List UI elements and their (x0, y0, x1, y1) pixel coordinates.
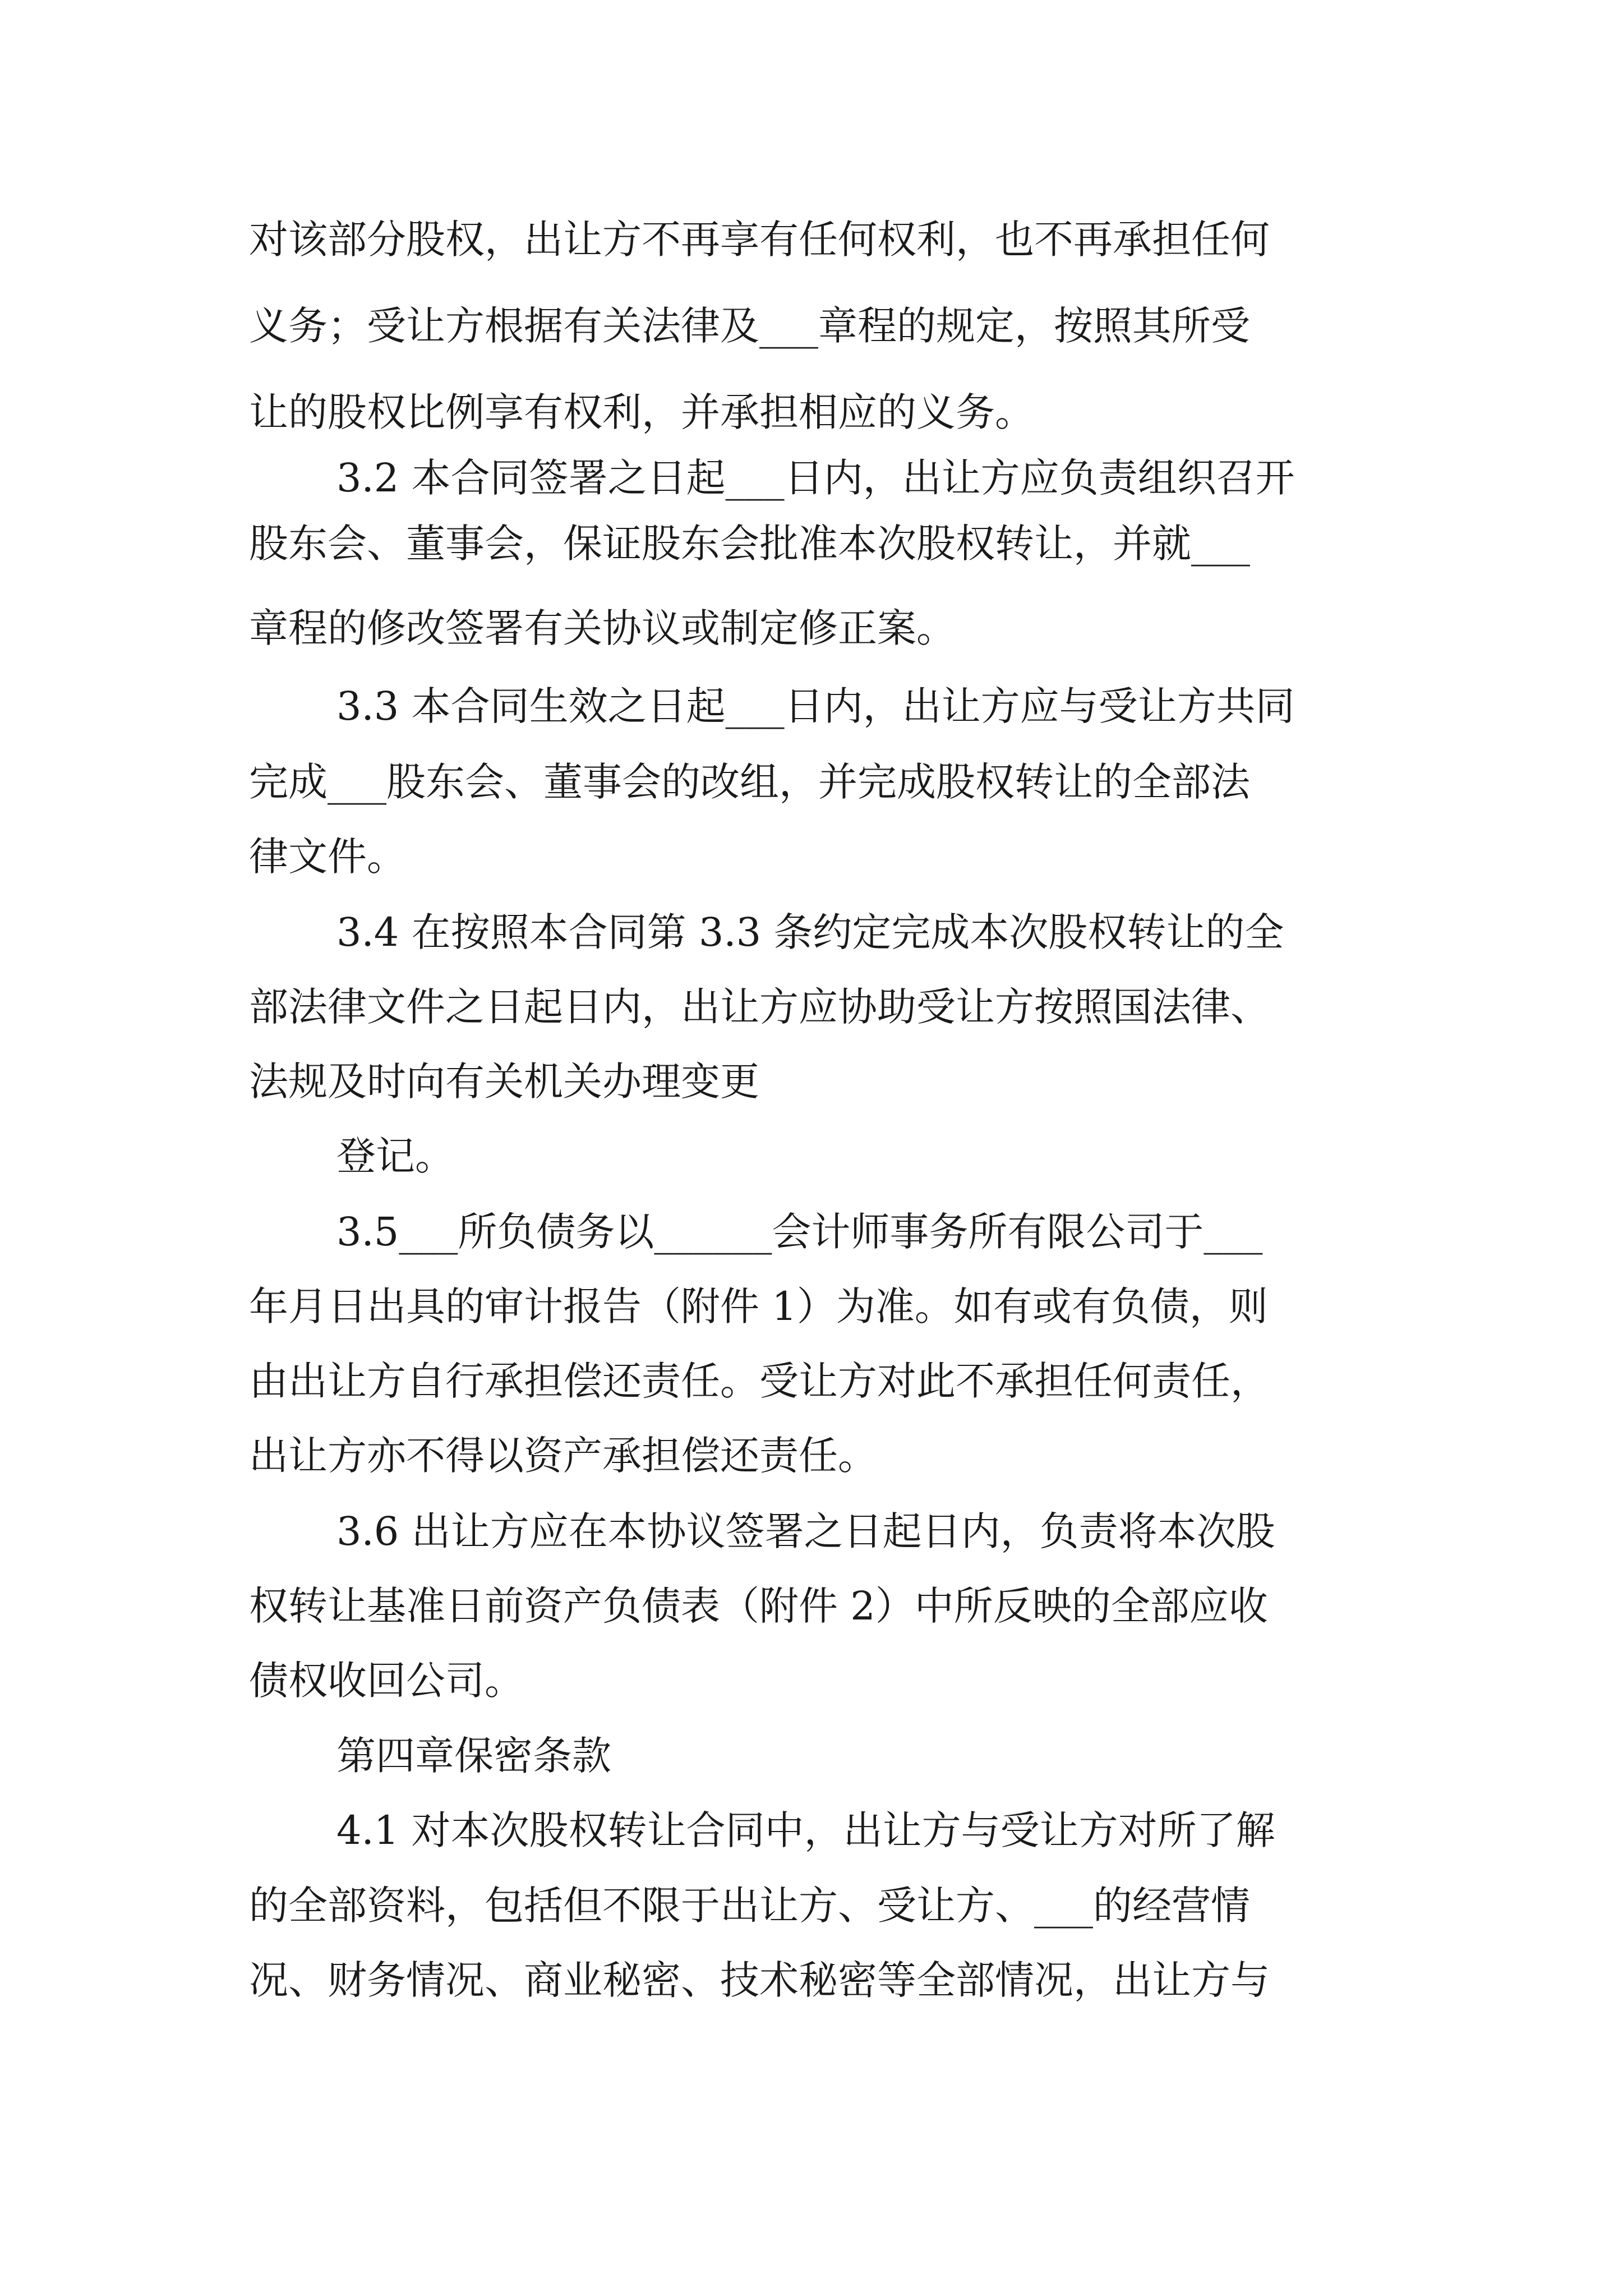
text-line: 的全部资料，包括但不限于出让方、受让方、___的经营情 (249, 1883, 1250, 1929)
text-line: 3.5___所负债务以______会计师事务所有限公司于___ (336, 1209, 1263, 1255)
text-line: 律文件。 (249, 834, 406, 880)
text-line: 完成___股东会、董事会的改组，并完成股权转让的全部法 (249, 759, 1250, 805)
text-line: 债权收回公司。 (249, 1658, 524, 1704)
text-line: 权转让基准日前资产负债表（附件 2）中所反映的全部应收 (249, 1583, 1268, 1629)
text-line: 股东会、董事会，保证股东会批准本次股权转让，并就___ (249, 521, 1250, 567)
text-line: 章程的修改签署有关协议或制定修正案。 (249, 605, 956, 651)
text-line: 登记。 (336, 1133, 454, 1179)
text-line: 由出让方自行承担偿还责任。受让方对此不承担任何责任， (249, 1358, 1270, 1404)
text-line: 年月日出具的审计报告（附件 1）为准。如有或有负债，则 (249, 1283, 1268, 1329)
text-line: 4.1 对本次股权转让合同中，出让方与受让方对所了解 (336, 1807, 1275, 1853)
text-line: 部法律文件之日起日内，出让方应协助受让方按照国法律、 (249, 984, 1270, 1030)
text-line: 3.3 本合同生效之日起___日内，出让方应与受让方共同 (336, 683, 1295, 729)
text-line: 法规及时向有关机关办理变更 (249, 1059, 759, 1105)
text-line: 对该部分股权，出让方不再享有任何权利，也不再承担任何 (249, 217, 1270, 263)
text-line: 3.2 本合同签署之日起___日内，出让方应负责组织召开 (336, 455, 1295, 501)
text-line: 让的股权比例享有权利，并承担相应的义务。 (249, 389, 1034, 435)
text-line: 3.6 出让方应在本协议签署之日起日内，负责将本次股 (336, 1508, 1275, 1554)
text-line: 3.4 在按照本合同第 3.3 条约定完成本次股权转让的全 (336, 909, 1284, 955)
section-heading: 第四章保密条款 (336, 1733, 611, 1779)
text-line: 义务；受让方根据有关法律及___章程的规定，按照其所受 (249, 303, 1250, 349)
text-line: 出让方亦不得以资产承担偿还责任。 (249, 1433, 877, 1479)
text-line: 况、财务情况、商业秘密、技术秘密等全部情况，出让方与 (249, 1957, 1270, 2003)
